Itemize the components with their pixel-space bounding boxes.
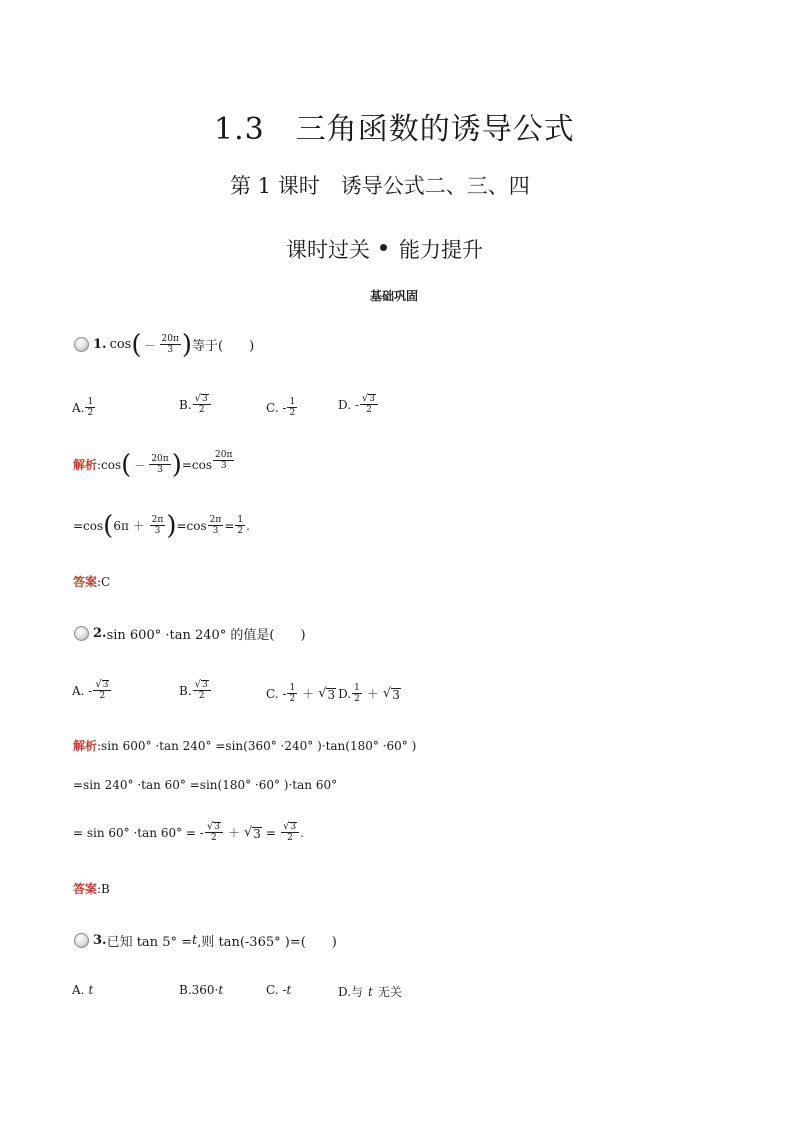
text: ＋: [366, 687, 379, 701]
text: =cos: [176, 518, 207, 533]
option-label: C. -: [266, 686, 287, 701]
fraction: [213, 450, 234, 471]
sqrt-icon: √ 3: [318, 686, 336, 702]
variable: t: [192, 933, 198, 948]
option-d: [338, 983, 402, 1000]
right-paren: ): [166, 510, 177, 541]
denominator: 3: [220, 461, 227, 471]
numerator: 1: [354, 683, 360, 693]
text: ＋: [302, 687, 315, 701]
option-d: [338, 394, 379, 415]
text: 无关: [377, 985, 402, 999]
minus-sign: －: [134, 458, 146, 472]
fraction: [205, 822, 223, 843]
denominator: 2: [289, 408, 296, 418]
text: = sin 60° ·tan 60° = -: [73, 825, 204, 840]
fraction: [150, 515, 166, 536]
option-label: A.: [72, 983, 85, 997]
fraction: [208, 515, 224, 536]
denominator: 2: [198, 691, 205, 701]
option-label: A.: [72, 400, 85, 415]
sqrt-icon: √ 3: [95, 679, 109, 690]
sqrt-icon: √ 3: [194, 679, 208, 690]
left-paren: (: [121, 449, 132, 480]
numerator: 1: [289, 683, 296, 693]
sqrt-icon: √ 3: [282, 821, 297, 832]
numerator: 1: [87, 397, 94, 407]
bullet-icon: [380, 244, 387, 251]
question-marker-icon: [74, 337, 89, 352]
answer-value: :C: [97, 574, 111, 589]
denominator: 3: [157, 465, 163, 475]
fraction: [193, 680, 211, 701]
question-2: [74, 624, 306, 643]
option-label: B.: [179, 397, 192, 412]
option-a: [72, 983, 93, 997]
question-number: 1.: [93, 337, 107, 352]
variable: t: [286, 983, 292, 997]
answer-label: 答案: [73, 575, 98, 589]
text: :cos: [97, 457, 122, 472]
option-label: D.与: [338, 985, 364, 999]
variable: t: [218, 983, 224, 997]
option-c: [266, 983, 291, 997]
question-number: 3.: [93, 933, 107, 948]
denominator: 2: [289, 694, 296, 704]
option-label: B.: [179, 683, 192, 698]
text: =: [224, 518, 235, 533]
fraction: [160, 334, 181, 355]
page-title: 1.3 三角函数的诱导公式: [214, 112, 575, 147]
question-marker-icon: [74, 933, 89, 948]
q2-answer: [73, 880, 110, 897]
numerator: 20π: [215, 450, 233, 460]
text: .: [246, 518, 250, 533]
text: =: [265, 825, 276, 840]
numerator: 2π: [151, 515, 164, 525]
analysis-label: 解析: [73, 739, 98, 753]
question-number: 2.: [93, 626, 107, 641]
variable: t: [368, 984, 373, 999]
option-b: [179, 680, 212, 701]
numerator: 1: [289, 397, 296, 407]
option-label: C. -: [266, 400, 287, 415]
sqrt-icon: √ 3: [382, 686, 400, 702]
sqrt-icon: √ 3: [243, 825, 261, 841]
option-label: B.360·: [179, 983, 219, 997]
option-a: [72, 397, 96, 418]
text: :sin 600° ·tan 240° =sin(360° ·240° )·tan(180° ·60° ): [97, 738, 417, 753]
sqrt-icon: √ 3: [361, 393, 375, 404]
section-right: 能力提升: [399, 238, 483, 262]
denominator: 2: [99, 691, 106, 701]
answer-value: :B: [97, 881, 110, 896]
text: =cos: [181, 457, 213, 472]
fraction: [352, 683, 362, 704]
option-b: [179, 394, 212, 415]
option-b: [179, 983, 223, 997]
text: ＋: [227, 826, 240, 840]
denominator: 2: [354, 694, 360, 704]
question-3: [74, 931, 337, 950]
option-c: [266, 397, 298, 418]
section-heading: [286, 234, 483, 264]
fraction: [281, 822, 299, 843]
denominator: 2: [211, 833, 217, 843]
sqrt-icon: √ 3: [194, 393, 208, 404]
left-paren: (: [103, 510, 114, 541]
fraction: [360, 394, 378, 415]
sqrt-icon: √ 3: [206, 821, 220, 832]
numerator: 2π: [209, 515, 222, 525]
q2-analysis-line-1: [73, 737, 416, 754]
fraction: [85, 397, 95, 418]
text: 已知 tan 5° =: [106, 935, 192, 950]
numerator: 1: [237, 515, 244, 525]
q2-analysis-line-2: [73, 778, 337, 792]
right-paren: ): [181, 329, 193, 360]
answer-label: 答案: [73, 882, 98, 896]
fraction: [93, 680, 111, 701]
denominator: 2: [237, 526, 244, 536]
option-label: D. -: [338, 397, 359, 412]
right-paren: ): [171, 449, 182, 480]
question-tail: 等于( ): [192, 339, 255, 354]
denominator: 3: [212, 526, 219, 536]
q1-answer: [73, 573, 110, 590]
left-paren: (: [131, 329, 142, 360]
cos-func: cos: [109, 337, 132, 352]
q1-analysis-line-2: [73, 510, 250, 541]
lesson-subtitle: 第 1 课时 诱导公式二、三、四: [230, 174, 530, 198]
option-label: A. -: [72, 683, 93, 698]
fraction: [193, 394, 211, 415]
fraction: [287, 683, 297, 704]
variable: t: [88, 983, 94, 997]
fraction: [287, 397, 297, 418]
text: =sin 240° ·tan 60° =sin(180° ·60° )·tan 60°: [73, 778, 338, 792]
minus-sign: －: [144, 338, 156, 352]
q2-analysis-line-3: [73, 822, 304, 843]
text: ,则 tan(-365° )=( ): [197, 935, 337, 950]
basic-consolidation-heading: 基础巩固: [370, 289, 419, 303]
option-d-label: D.: [338, 686, 352, 701]
question-1: [74, 329, 255, 360]
denominator: 3: [167, 345, 174, 355]
denominator: 2: [198, 405, 205, 415]
denominator: 2: [366, 405, 372, 415]
analysis-label: 解析: [73, 458, 98, 472]
text: =cos: [73, 518, 104, 533]
option-a: [72, 680, 112, 701]
fraction: [149, 454, 170, 475]
numerator: 20π: [151, 454, 169, 464]
denominator: 2: [87, 408, 94, 418]
denominator: 3: [154, 526, 161, 536]
text: .: [300, 825, 304, 840]
question-marker-icon: [74, 626, 89, 641]
denominator: 2: [287, 833, 293, 843]
numerator: 20π: [161, 334, 179, 344]
option-c: [266, 683, 401, 704]
section-left: 课时过关: [286, 238, 370, 262]
q1-analysis-line-1: [73, 449, 235, 480]
option-label: C. -: [266, 983, 287, 997]
question-text: sin 600° ·tan 240° 的值是( ): [106, 628, 306, 643]
text: 6π ＋: [113, 519, 145, 533]
fraction: [235, 515, 245, 536]
